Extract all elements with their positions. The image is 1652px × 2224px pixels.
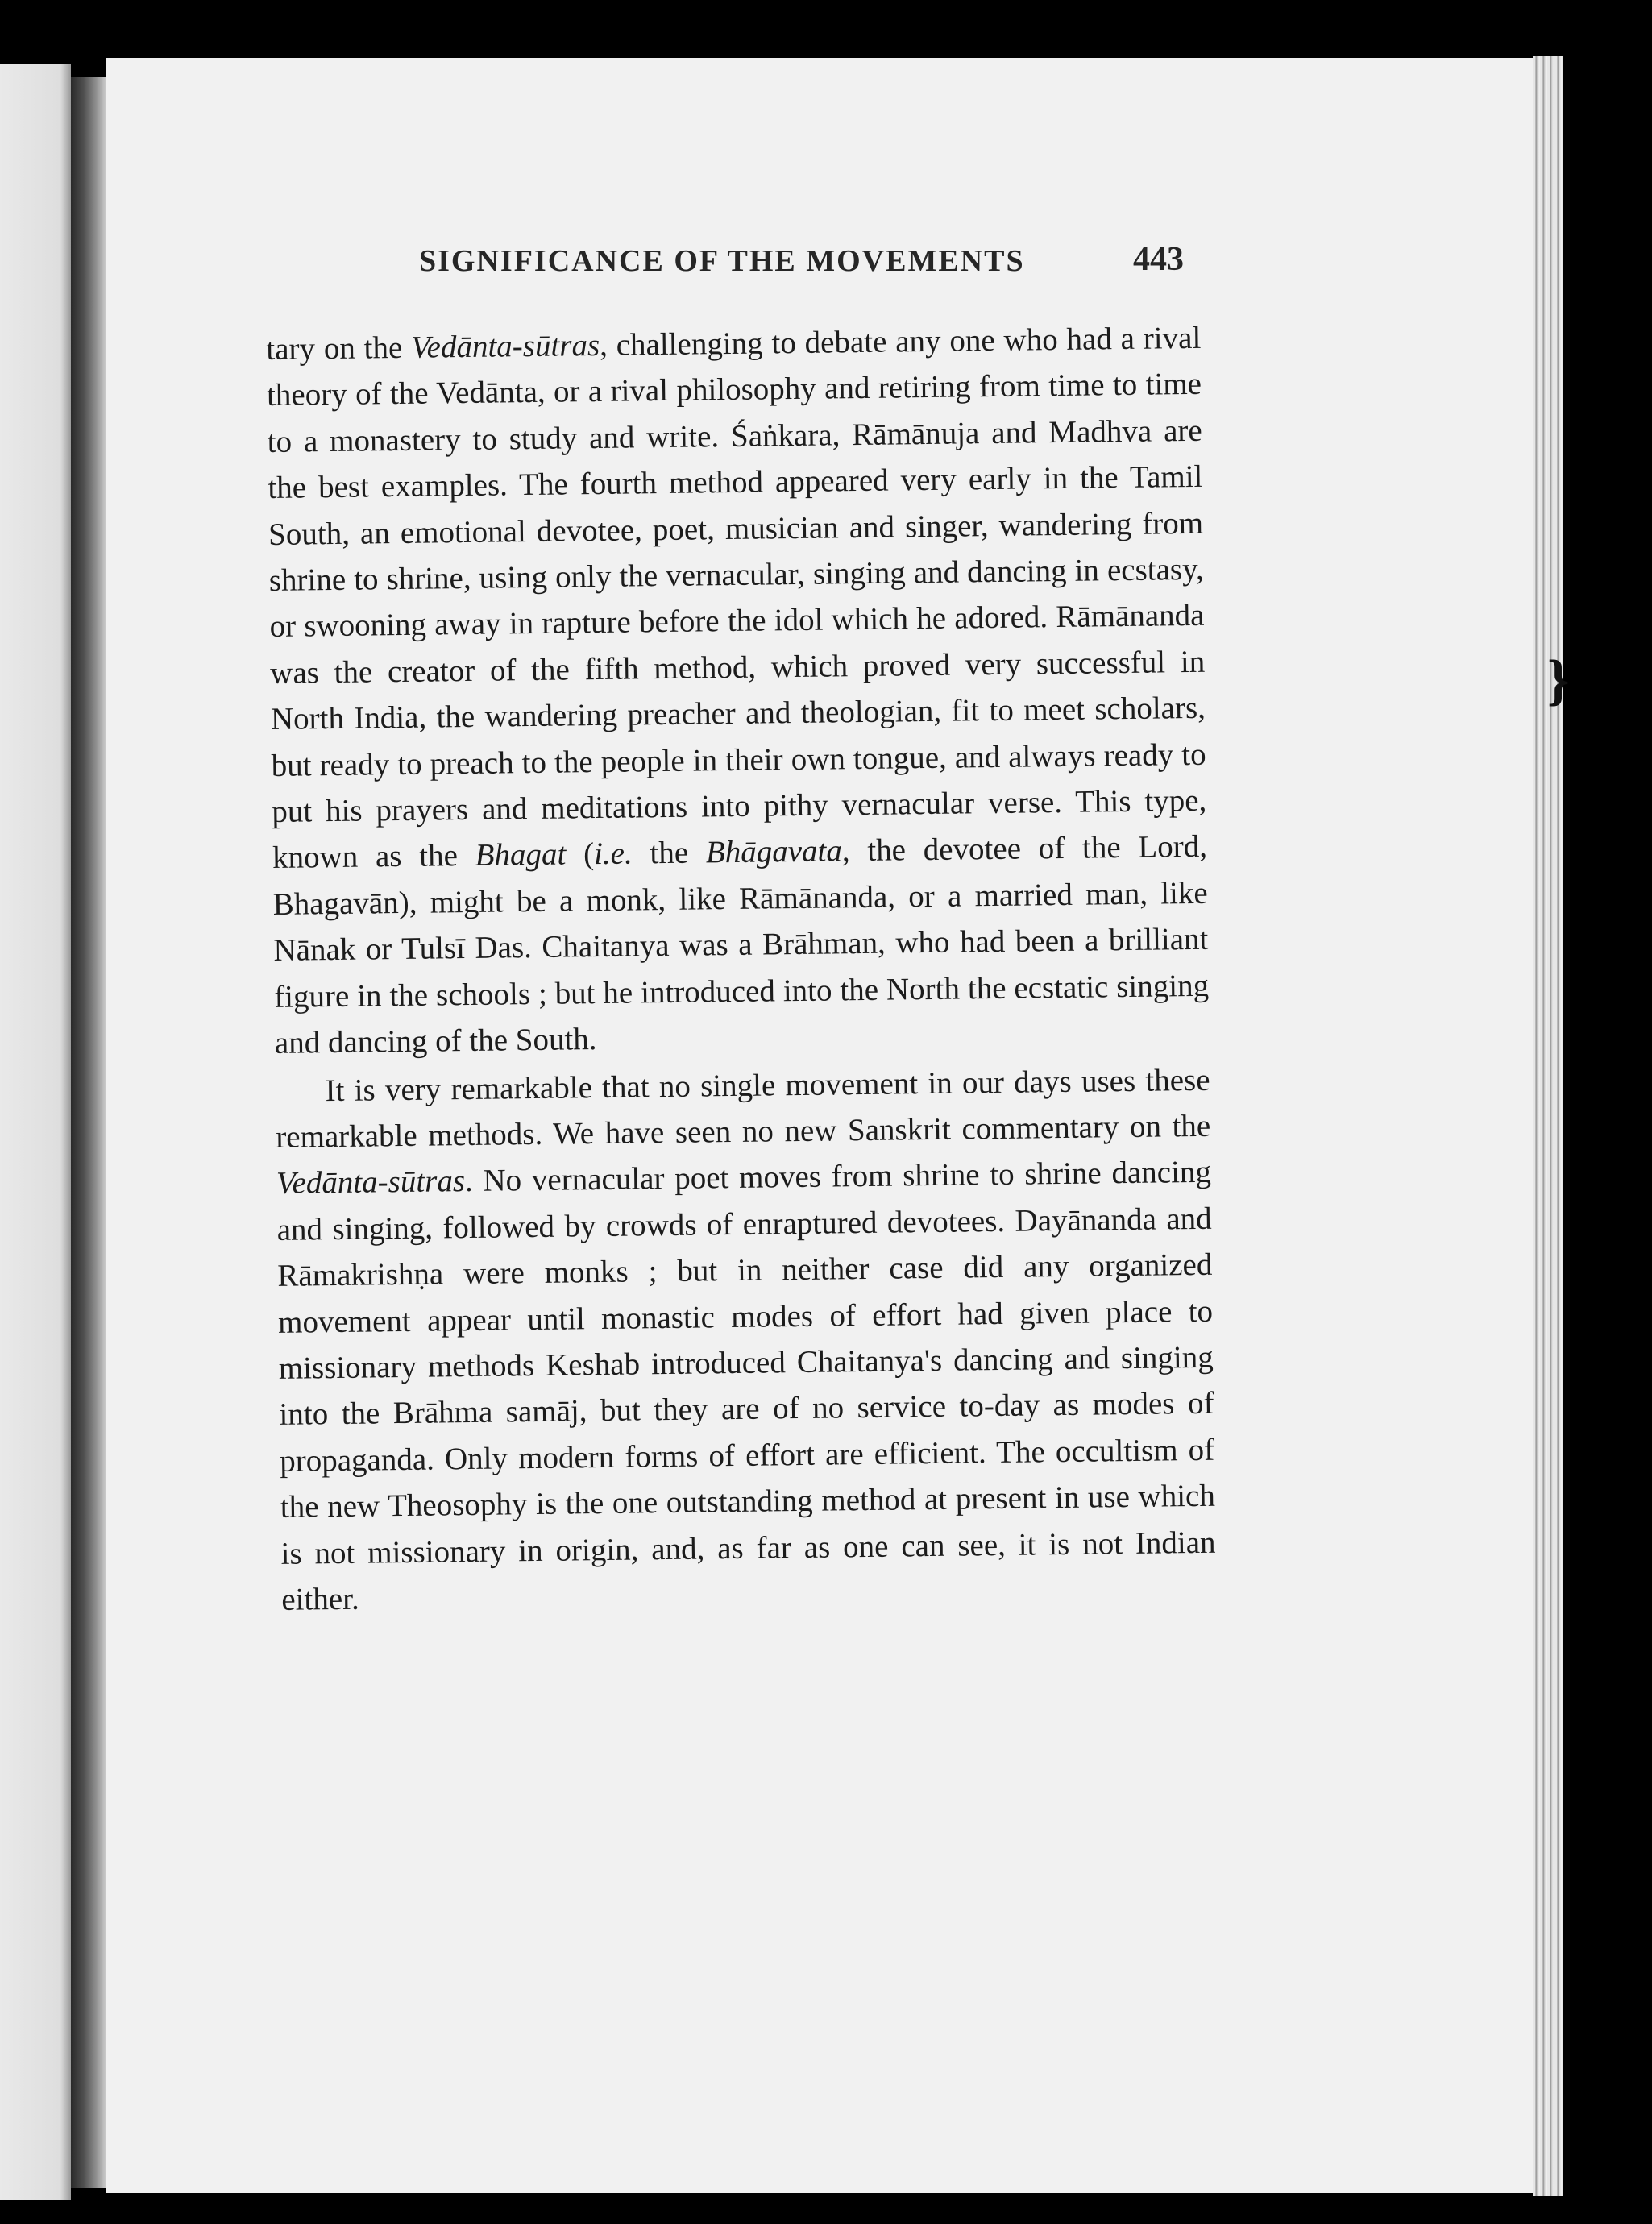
paragraph-1-text-b: , challenging to debate any one who had a rival theory of the Vedānta, or a rival philosophy and retiring from time to time to a monastery to study and write. Śaṅkara, Rāmānuja and Madhva are the best examples. The fourth method appeared very early in the Tamil South, an emotional devotee, poet, musician and singer, wandering from shrine to shrine, using only the vernacular, singing and dancing in ecstasy, or swooning away in rapture before the idol which he adored. Rāmānanda was the creator of the fifth method, which proved very successful in North India, the wandering preacher and theologian, fit to meet scholars, but ready to preach to the people in their own tongue, and always ready to put his prayers and meditations into pithy vernacular verse. This type, known as the [266, 320, 1207, 876]
paragraph-1-text-d: the [632, 835, 707, 871]
page-stack-edges [1533, 56, 1570, 2196]
paragraph-2 [275, 1056, 1216, 1623]
paragraph-2-text-a: It is very remarkable that no single movement in our days uses these remarkable methods. We have seen no new Sanskrit commentary on the [276, 1062, 1211, 1155]
italic-term-bhagat: Bhagat [475, 836, 567, 873]
scan-artifact-mark: } [1547, 649, 1570, 712]
italic-term-ie: i.e. [593, 836, 633, 872]
facing-page-edge [0, 64, 71, 2200]
running-head [419, 240, 1193, 288]
paragraph-1-text-a: tary on the [266, 330, 412, 367]
italic-term-bhagavata: Bhāgavata [705, 833, 843, 870]
paragraph-1-text-c: ( [566, 836, 595, 872]
italic-term-vedanta-sutras: Vedānta-sūtras [410, 327, 600, 365]
paragraph-1 [266, 315, 1210, 1067]
running-head-title: SIGNIFICANCE OF THE MOVEMENTS [419, 244, 1025, 278]
paragraph-1-text-e: , the devotee of the Lord, Bhagavān), might be a monk, like Rāmānanda, or a married man, like Nānak or Tulsī Das. Chaitanya was a Brāhman, who had been a brilliant figure in the schools ; but he introduced into the North the ecstatic singing and dancing of the South. [272, 829, 1210, 1061]
paragraph-2-text-b: . No vernacular poet moves from shrine to shrine dancing and singing, followed by crowds of enraptured devotees. Dayānanda and Rāmakrishṇa were monks ; but in neither case did any organized movement appear until monastic modes of effort had given place to missionary methods Keshab introduced Chaitanya's dancing and singing into the Brāhma samāj, but they are of no service to-day as modes of propaganda. Only modern forms of effort are efficient. The occultism of the new Theosophy is the one outstanding method at present in use which is not missionary in origin, and, as far as one can see, it is not Indian either. [276, 1155, 1216, 1617]
book-gutter-shadow [71, 77, 106, 2188]
italic-term-vedanta-sutras-2: Vedānta-sūtras [276, 1164, 466, 1201]
body-text [266, 315, 1217, 1623]
page-number: 443 [1133, 241, 1184, 278]
